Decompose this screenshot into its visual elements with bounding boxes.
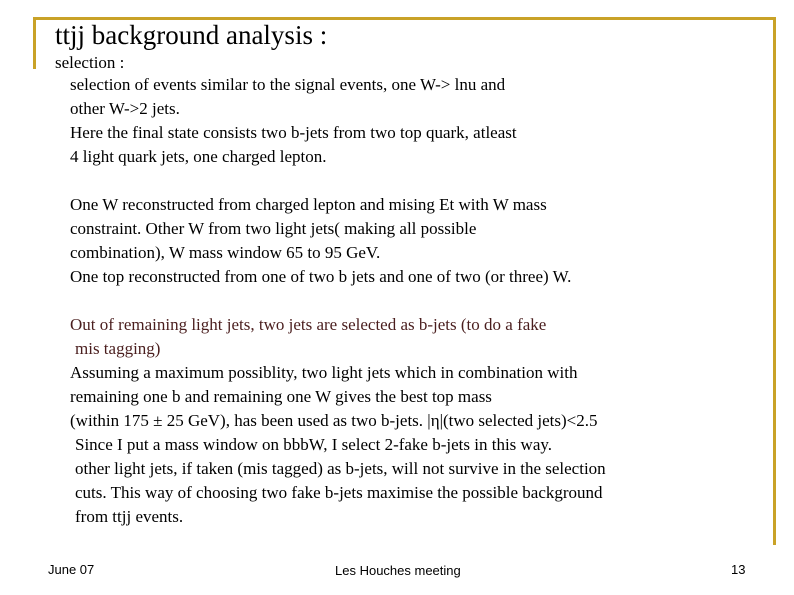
- text-line: Since I put a mass window on bbbW, I select 2-fake b-jets in this way.: [75, 435, 553, 454]
- text-line: other W->2 jets.: [70, 99, 180, 118]
- footer-event: Les Houches meeting: [335, 563, 461, 578]
- text-line: other light jets, if taken (mis tagged) as b-jets, will not survive in the selection: [75, 459, 606, 478]
- section-label: selection :: [55, 53, 125, 72]
- text-line: cuts. This way of choosing two fake b-jets maximise the possible background: [75, 483, 603, 502]
- text-line: One W reconstructed from charged lepton and mising Et with W mass: [70, 195, 547, 214]
- text-line: constraint. Other W from two light jets( making all possible: [70, 219, 477, 238]
- paragraph-fake-tagging: [70, 313, 546, 361]
- text-line: combination), W mass window 65 to 95 GeV.: [70, 243, 381, 262]
- text-line: mis tagging): [75, 339, 161, 358]
- frame-left-rule: [33, 17, 36, 69]
- slide-title: ttjj background analysis :: [55, 20, 328, 50]
- footer-page-number: 13: [731, 562, 746, 577]
- paragraph-event-selection: [70, 73, 517, 169]
- text-line: (within 175 ± 25 GeV), has been used as two b-jets. |η|(two selected jets)<2.5: [70, 411, 598, 430]
- paragraph-w-reconstruction: [70, 193, 571, 289]
- text-line: 4 light quark jets, one charged lepton.: [70, 147, 327, 166]
- paragraph-best-top-mass: [70, 361, 606, 529]
- text-line: One top reconstructed from one of two b jets and one of two (or three) W.: [70, 267, 572, 286]
- footer-date: June 07: [48, 562, 95, 577]
- text-line: Here the final state consists two b-jets from two top quark, atleast: [70, 123, 517, 142]
- text-line: from ttjj events.: [75, 507, 184, 526]
- text-line: remaining one b and remaining one W gives the best top mass: [70, 387, 492, 406]
- frame-right-rule: [773, 17, 776, 545]
- text-line: selection of events similar to the signal events, one W-> lnu and: [70, 75, 506, 94]
- text-line: Assuming a maximum possiblity, two light jets which in combination with: [70, 363, 578, 382]
- text-line: Out of remaining light jets, two jets are selected as b-jets (to do a fake: [70, 315, 547, 334]
